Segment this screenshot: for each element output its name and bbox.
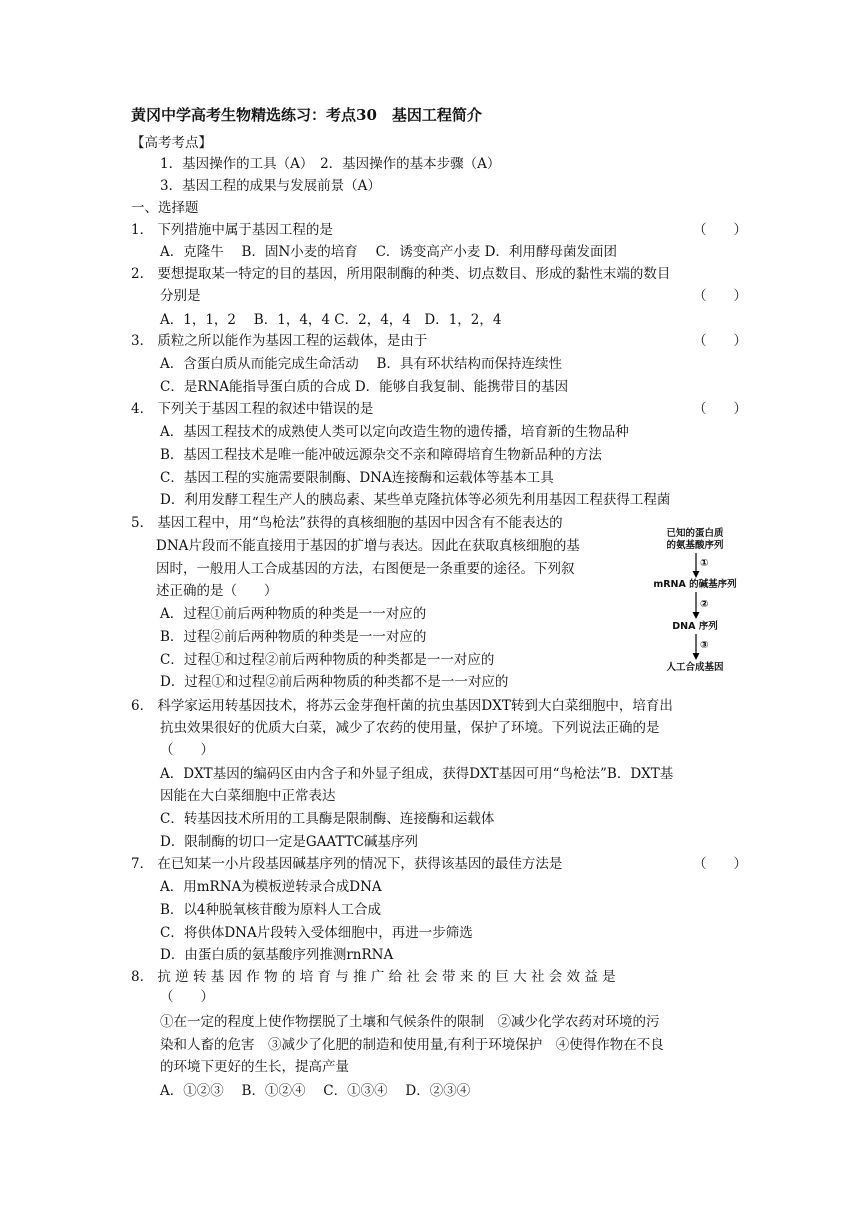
question-6-option-c: C．转基因技术所用的工具酶是限制酶、连接酶和运载体: [160, 811, 495, 827]
exam-points-1: 1．基因操作的工具（A） 2．基因操作的基本步骤（A）: [160, 156, 501, 172]
question-5-cont-2: 因时，一般用人工合成基因的方法，右图便是一条重要的途径。下列叙: [156, 561, 575, 577]
question-5-option-b: B．过程②前后两种物质的种类是一一对应的: [160, 629, 427, 645]
question-5-option-a: A．过程①前后两种物质的种类是一一对应的: [160, 606, 427, 622]
question-4-option-a: A．基因工程技术的成熟使人类可以定向改造生物的遗传播，培育新的生物品种: [160, 424, 629, 440]
question-3: 3． 质粒之所以能作为基因工程的运载体，是由于: [131, 333, 428, 349]
question-6-option-a: A．DXT基因的编码区由内含子和外显子组成，获得DXT基因可用“鸟枪法”B．DXT基: [160, 766, 674, 782]
question-5-option-d: D．过程①和过程②前后两种物质的种类都不是一一对应的: [160, 674, 509, 690]
question-5-option-c: C．过程①和过程②前后两种物质的种类都是一一对应的: [160, 652, 495, 668]
part-title: 一、选择题: [131, 200, 199, 216]
flow-arrow-icon: [692, 592, 700, 619]
question-7: 7． 在已知某一小片段基因碱基序列的情况下，获得该基因的最佳方法是: [131, 856, 563, 872]
question-6-cont: 抗虫效果很好的优质大白菜，减少了农药的使用量，保护了环境。下列说法正确的是: [160, 720, 660, 736]
flow-step-number: ②: [700, 599, 709, 610]
page-title: 黄冈中学高考生物精选练习：考点30 基因工程简介: [131, 106, 482, 124]
question-6-option-d: D．限制酶的切口一定是GAATTC碱基序列: [160, 834, 418, 850]
flow-step-number: ③: [700, 640, 709, 651]
question-5-cont-1: DNA片段而不能直接用于基因的扩增与表达。因此在获取真核细胞的基: [156, 538, 580, 554]
answer-bracket: （ ）: [693, 856, 747, 872]
exam-points-2: 3．基因工程的成果与发展前景（A）: [160, 178, 381, 194]
question-5: 5． 基因工程中，用“鸟枪法”获得的真核细胞的基因中因含有不能表达的: [131, 515, 563, 531]
question-3-option-ab: A．含蛋白质从而能完成生命活动 B．具有环状结构而保持连续性: [160, 356, 562, 372]
question-4-option-b: B．基因工程技术是唯一能冲破远源杂交不亲和障碍培育生物新品种的方法: [160, 447, 602, 463]
question-4-option-c: C．基因工程的实施需要限制酶、DNA连接酶和运载体等基本工具: [160, 470, 554, 486]
flow-step-dna: DNA 序列: [672, 621, 718, 632]
flow-arrow-icon: [692, 553, 700, 578]
question-6-bracket: （ ）: [160, 742, 214, 758]
flow-step-artificial-gene: 人工合成基因: [666, 662, 724, 673]
question-6-option-b: 因能在大白菜细胞中正常表达: [160, 788, 336, 804]
answer-bracket: （ ）: [693, 401, 747, 417]
question-8-item-3: 的环境下更好的生长，提高产量: [160, 1059, 349, 1075]
question-7-option-c: C．将供体DNA片段转入受体细胞中，再进一步筛选: [160, 925, 473, 941]
question-8: 8． 抗 逆 转 基 因 作 物 的 培 育 与 推 广 给 社 会 带 来 的 巨 大 社 会 效 益 是: [131, 969, 616, 985]
question-2: 2． 要想提取某一特定的目的基因，所用限制酶的种类、切点数目、形成的黏性末端的数目: [131, 266, 671, 282]
flow-step-protein-l1: 已知的蛋白质: [666, 528, 724, 539]
flow-arrow-icon: [692, 634, 700, 660]
question-3-option-cd: C．是RNA能指导蛋白质的合成 D．能够自我复制、能携带目的基因: [160, 379, 569, 395]
question-2-options: A．1，1，2 B．1，4，4 C．2，4，4 D．1，2，4: [160, 312, 502, 328]
question-7-option-b: B．以4种脱氧核苷酸为原料人工合成: [160, 902, 382, 918]
answer-bracket: （ ）: [693, 333, 747, 349]
synthesis-flow-diagram: [640, 528, 750, 674]
question-7-option-a: A．用mRNA为模板逆转录合成DNA: [160, 879, 382, 895]
question-1-options: A．克隆牛 B．固N小麦的培育 C．诱变高产小麦 D．利用酵母菌发面团: [160, 244, 618, 260]
answer-bracket: （ ）: [693, 288, 747, 304]
question-8-item-1: ①在一定的程度上使作物摆脱了土壤和气候条件的限制 ②减少化学农药对环境的污: [160, 1014, 660, 1030]
question-7-option-d: D．由蛋白质的氨基酸序列推测rnRNA: [160, 947, 394, 963]
question-4: 4． 下列关于基因工程的叙述中错误的是: [131, 401, 374, 417]
flow-step-number: ①: [700, 558, 709, 569]
question-4-option-d: D．利用发酵工程生产人的胰岛素、某些单克隆抗体等必须先利用基因工程获得工程菌: [160, 492, 671, 508]
question-1: 1． 下列措施中属于基因工程的是: [131, 222, 333, 238]
question-6: 6． 科学家运用转基因技术，将苏云金芽孢杆菌的抗虫基因DXT转到大白菜细胞中，培育出: [131, 698, 673, 714]
question-5-cont-3: 述正确的是（ ）: [156, 583, 278, 599]
answer-bracket: （ ）: [693, 222, 747, 238]
question-8-options: A．①②③ B．①②④ C．①③④ D．②③④: [160, 1083, 471, 1099]
question-8-bracket: （ ）: [160, 989, 214, 1005]
flow-step-mrna: mRNA 的碱基序列: [653, 579, 737, 590]
section-header: 【高考考点】: [131, 135, 212, 151]
question-2-cont: 分别是: [160, 288, 201, 304]
question-8-item-2: 染和人畜的危害 ③减少了化肥的制造和使用量,有利于环境保护 ④使得作物在不良: [160, 1037, 664, 1053]
flow-step-protein-l2: 的氨基酸序列: [666, 540, 724, 551]
